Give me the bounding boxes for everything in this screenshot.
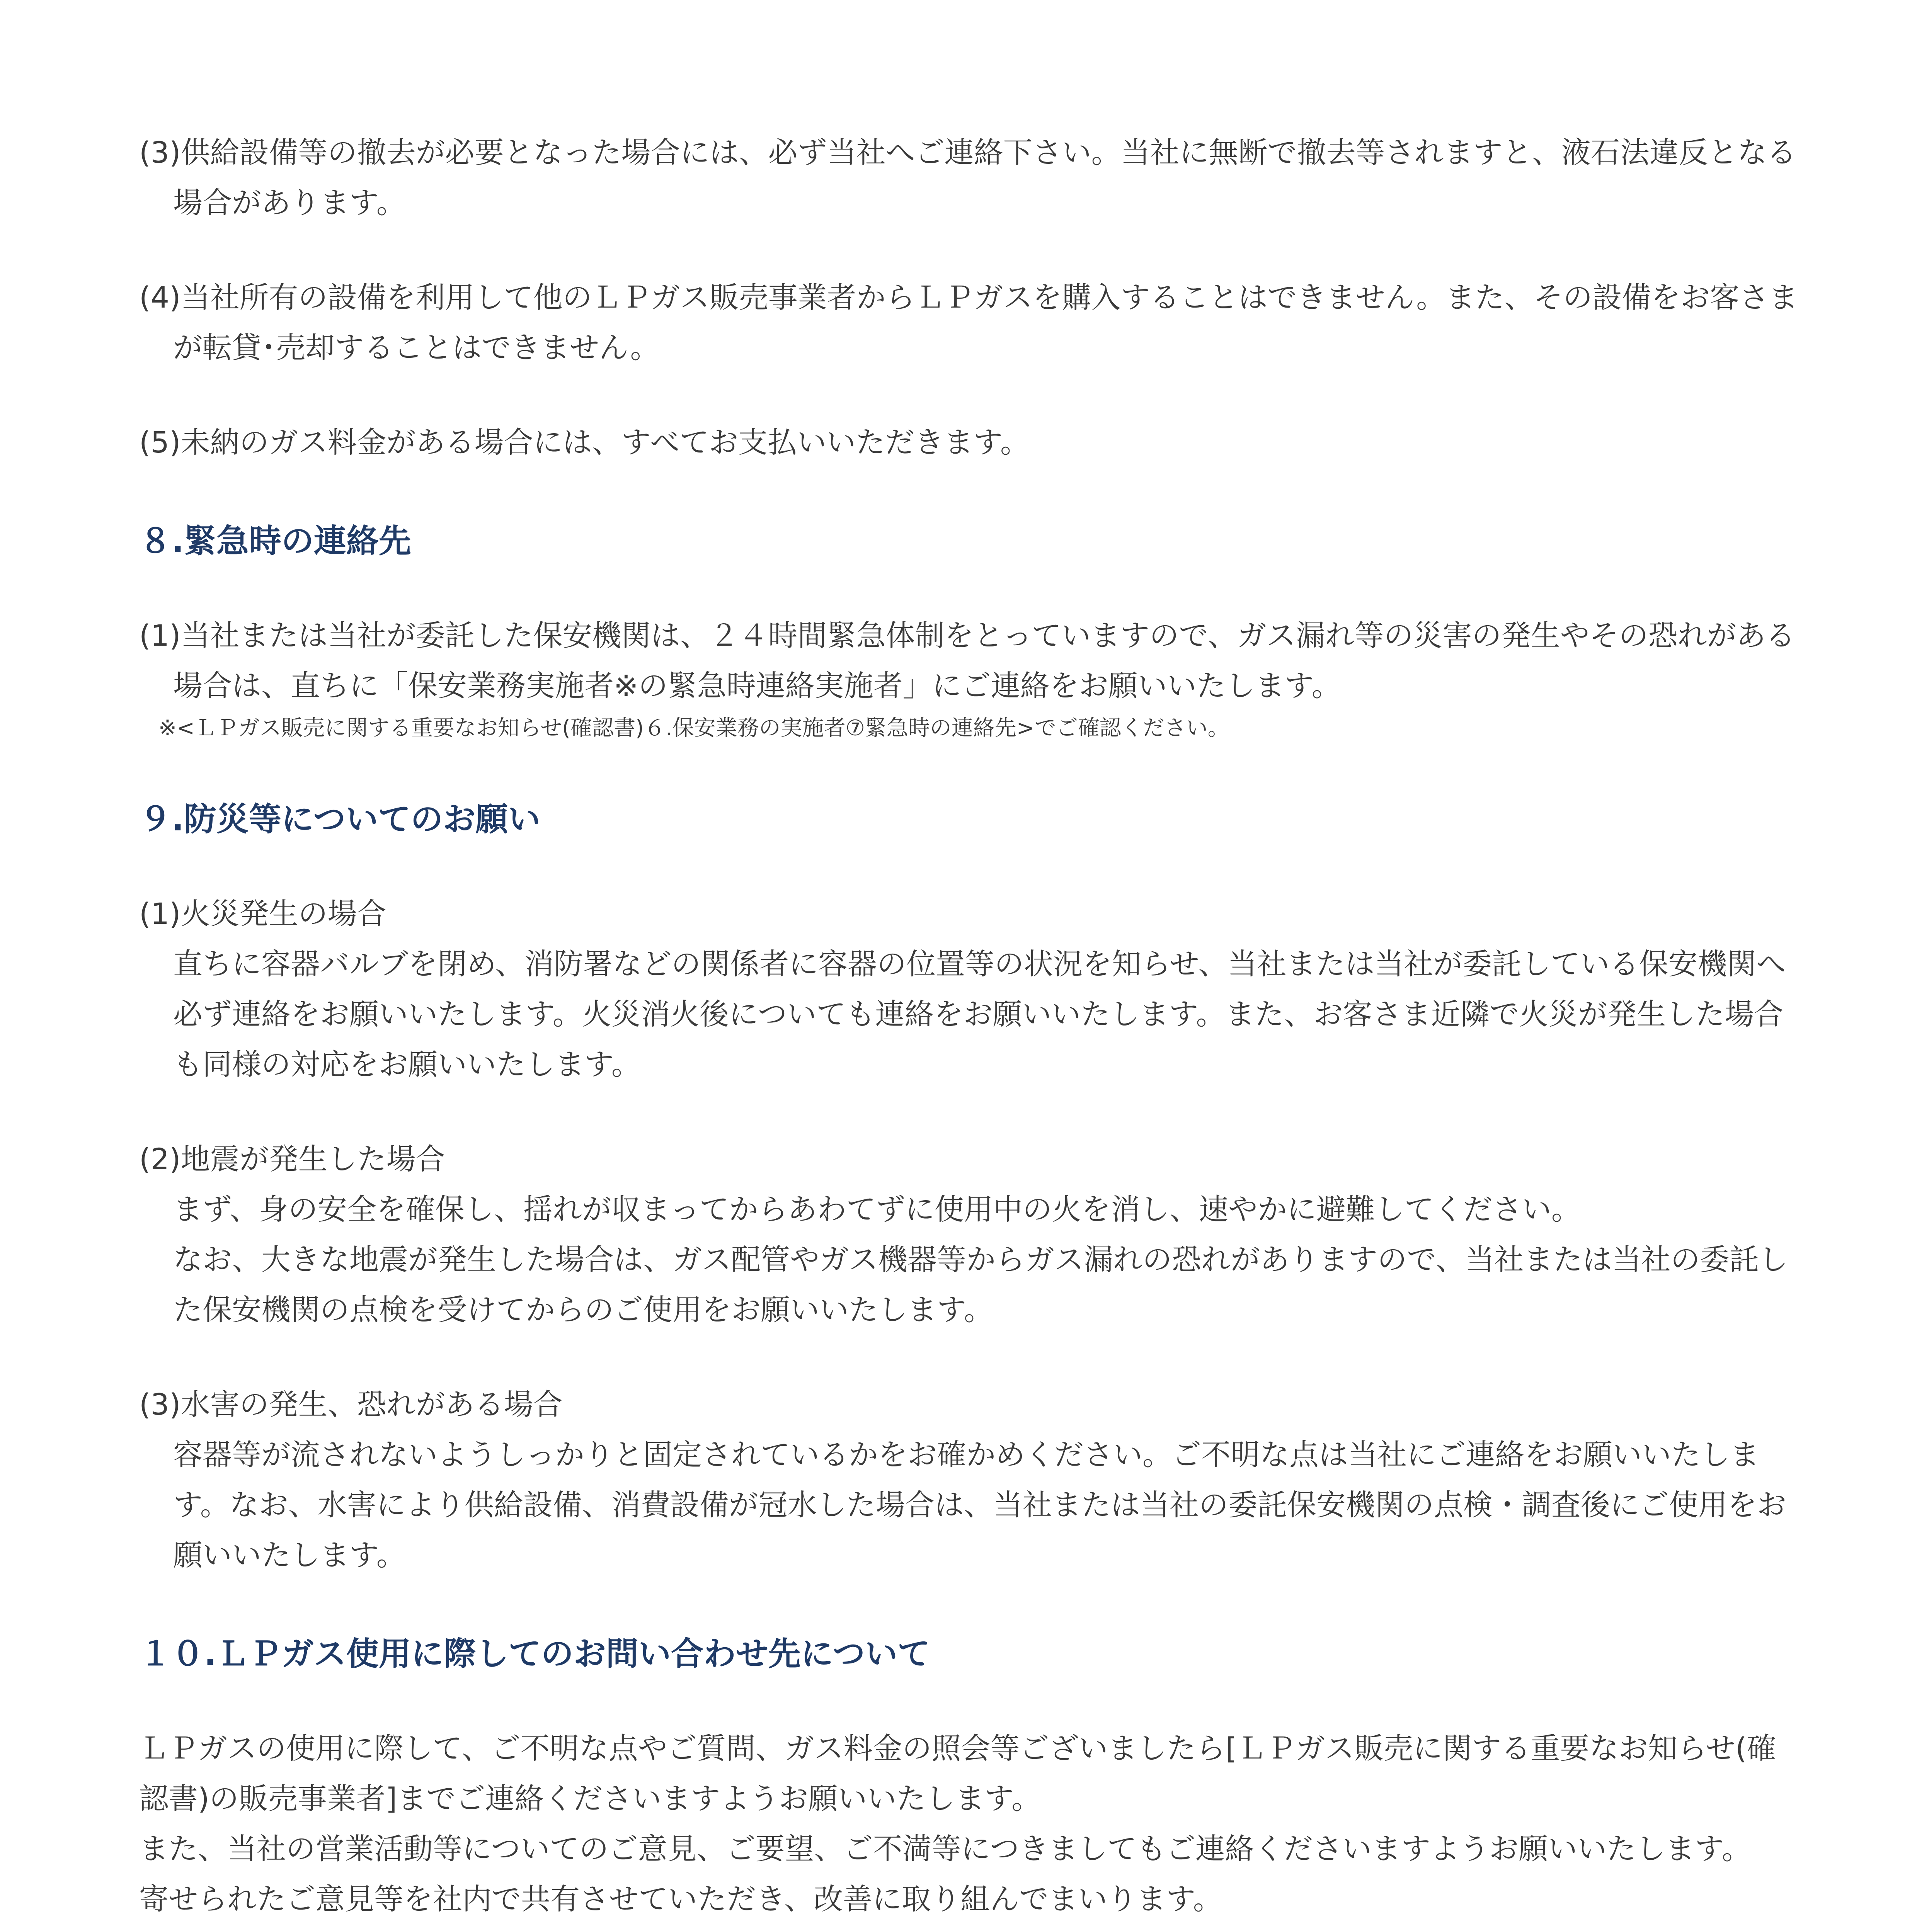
section-9-item-1-body: 直ちに容器バルブを閉め、消防署などの関係者に容器の位置等の状況を知らせ、当社または当社が委託している保安機関へ必ず連絡をお願いいたします。火災消火後についても連絡をお願いいたします。また、お客さま近隣で火災が発生した場合も同様の対応をお願いいたします。 — [173, 947, 1786, 1082]
section-10-para-1: ＬＰガスの使用に際して、ご不明な点やご質問、ガス料金の照会等ございましたら[ＬＰガス販売に関する重要なお知らせ(確認書)の販売事業者]までご連絡くださいますようお願いいたします。 — [139, 1731, 1776, 1816]
section-8-heading: ８.緊急時の連絡先 — [139, 522, 411, 560]
prev-item-4: (4)当社所有の設備を利用して他のＬＰガス販売事業者からＬＰガスを購入することはできません。また、その設備をお客さまが転貸･売却することはできません。 — [139, 280, 1798, 365]
section-9-item-1-title: (1)火災発生の場合 — [139, 896, 386, 931]
prev-item-5: (5)未納のガス料金がある場合には、すべてお支払いいただきます。 — [139, 425, 1030, 459]
section-8-item-1: (1)当社または当社が委託した保安機関は、２４時間緊急体制をとっていますので、ガス漏れ等の災害の発生やその恐れがある場合は、直ちに「保安業務実施者※の緊急時連絡実施者」にご連絡をお願いいたします。 — [139, 618, 1795, 703]
section-9-item-2-body-1: まず、身の安全を確保し、揺れが収まってからあわてずに使用中の火を消し、速やかに避難してください。 — [173, 1192, 1581, 1226]
section-9-item-3-body: 容器等が流されないようしっかりと固定されているかをお確かめください。ご不明な点は当社にご連絡をお願いいたします。なお、水害により供給設備、消費設備が冠水した場合は、当社または当社の委託保安機関の点検・調査後にご使用をお願いいたします。 — [173, 1437, 1786, 1572]
section-9-item-2-title: (2)地震が発生した場合 — [139, 1142, 445, 1176]
section-9-item-2-body-2: なお、大きな地震が発生した場合は、ガス配管やガス機器等からガス漏れの恐れがありますので、当社または当社の委託した保安機関の点検を受けてからのご使用をお願いいたします。 — [173, 1242, 1788, 1327]
section-10-para-3: 寄せられたご意見等を社内で共有させていただき、改善に取り組んでまいります。 — [139, 1882, 1222, 1916]
section-10-para-2: また、当社の営業活動等についてのご意見、ご要望、ご不満等につきましてもご連絡くださいますようお願いいたします。 — [139, 1832, 1751, 1866]
section-9-heading: ９.防災等についてのお願い — [139, 800, 541, 838]
section-10-heading: １０.ＬＰガス使用に際してのお問い合わせ先について — [139, 1635, 930, 1673]
section-9-item-3-title: (3)水害の発生、恐れがある場合 — [139, 1387, 563, 1422]
section-8-note: ※<ＬＰガス販売に関する重要なお知らせ(確認書)６.保安業務の実施者⑦緊急時の連絡先>でご確認ください。 — [158, 716, 1229, 741]
document-page — [139, 128, 1801, 1924]
prev-item-3: (3)供給設備等の撤去が必要となった場合には、必ず当社へご連絡下さい。当社に無断で撤去等されますと、液石法違反となる場合があります。 — [139, 135, 1796, 220]
